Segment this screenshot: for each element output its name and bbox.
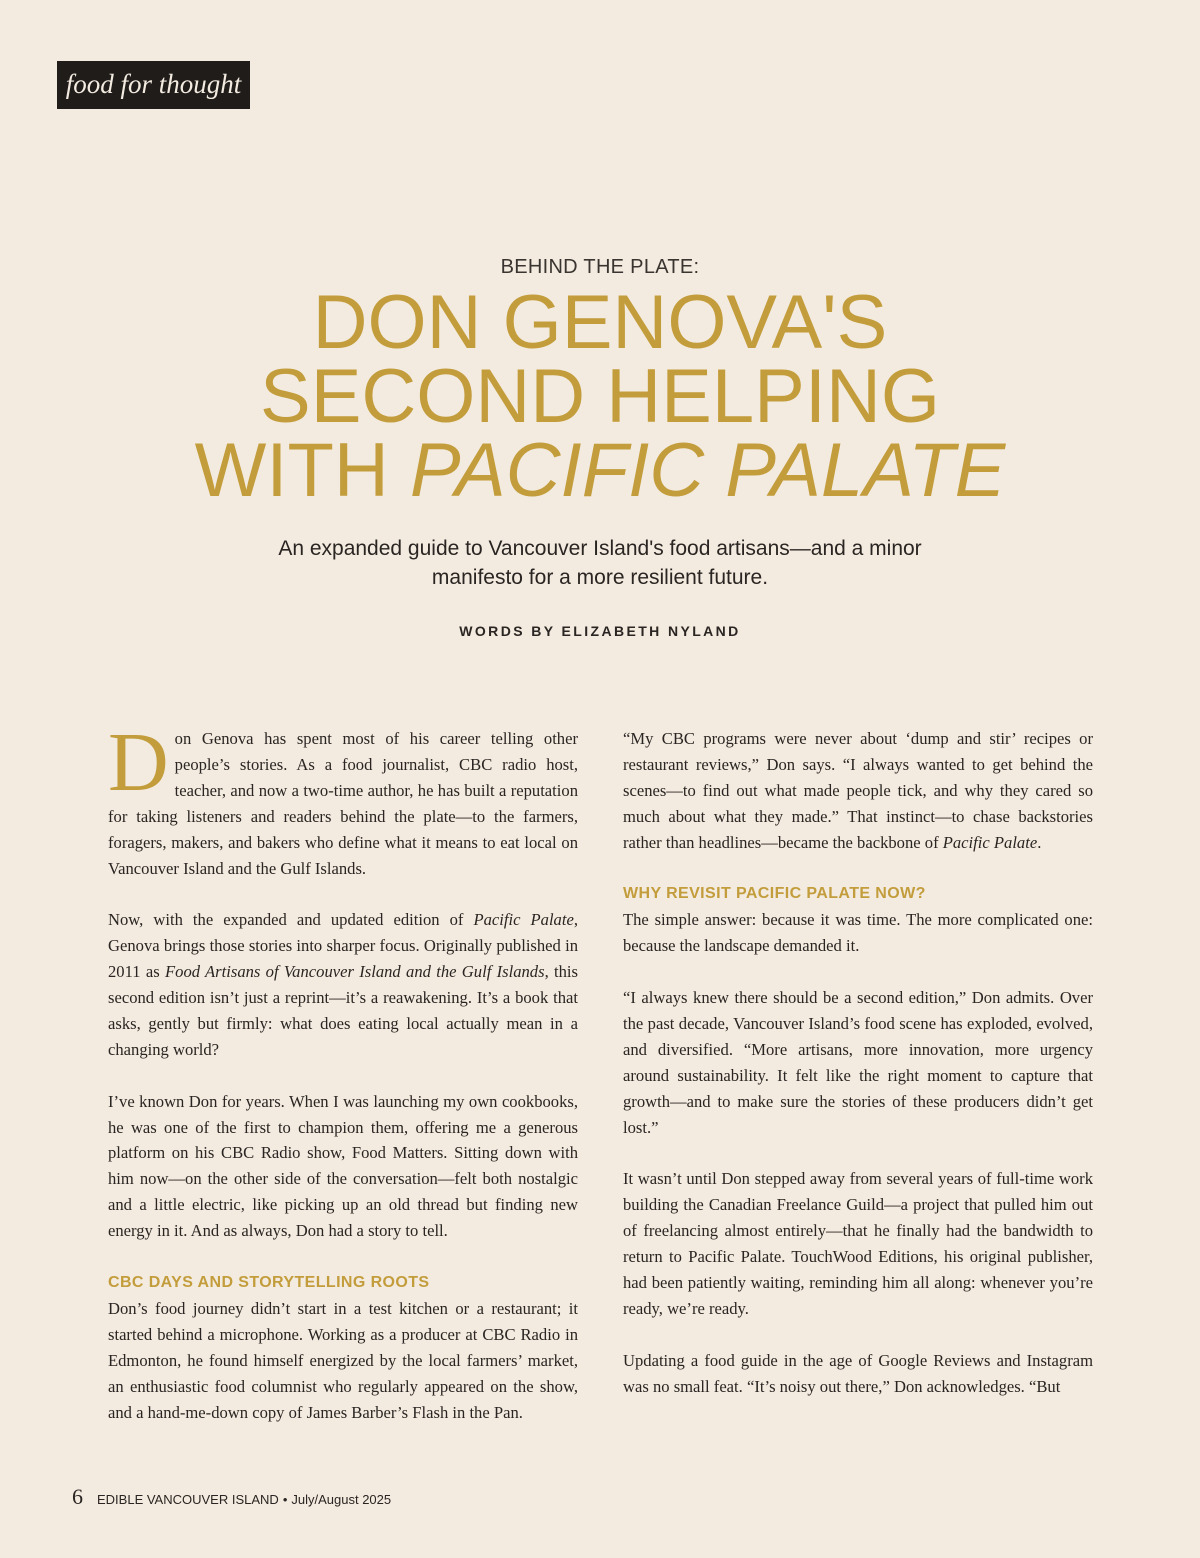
paragraph-text: , Genova brings those stories into sharper focus. Originally published in 2011 as — [108, 910, 578, 982]
paragraph — [623, 726, 1093, 856]
paragraph-text: , this second edition isn’t just a reprint—it’s a reawakening. It’s a book that asks, gently but firmly: what does eating local actually mean in a changing world? — [108, 962, 578, 1059]
paragraph: It wasn’t until Don stepped away from several years of full-time work building the Canadian Freelance Guild—a project that pulled him out of freelancing almost entirely—that he finally had the bandwidth to return to Pacific Palate. TouchWood Editions, his original publisher, had been patiently waiting, reminding him all along: whenever you’re ready, we’re ready. — [623, 1169, 1093, 1318]
paragraph: Updating a food guide in the age of Google Reviews and Instagram was no small feat. “It’s noisy out there,” Don acknowledges. “But — [623, 1350, 1093, 1396]
footer-publication — [97, 1492, 391, 1507]
publication-name: EDIBLE VANCOUVER ISLAND — [97, 1492, 279, 1507]
drop-cap: D — [108, 716, 169, 809]
headline-line-1: DON GENOVA'S — [312, 280, 888, 365]
article-deck: An expanded guide to Vancouver Island's food artisans—and a minor manifesto for a more resilient future. — [278, 537, 922, 589]
article-kicker: BEHIND THE PLATE: — [500, 256, 700, 278]
book-title: Food Artisans of Vancouver Island and the Gulf Islands — [165, 962, 545, 982]
paragraph: Don’s food journey didn’t start in a test kitchen or a restaurant; it started behind a microphone. Working as a producer at CBC Radio in Edmonton, he found himself energized by the local farmers’ market, an enthusiastic food columnist who regularly appeared on the show, and a hand-me-down copy of James Barber’s Flash in the Pan. — [108, 1298, 578, 1422]
section-tag: food for thought — [57, 61, 250, 109]
article-headline — [0, 280, 1200, 513]
article-byline: WORDS BY ELIZABETH NYLAND — [459, 623, 741, 639]
book-title: Pacific Palate — [473, 910, 574, 930]
left-column — [108, 716, 578, 1425]
footer-separator: • — [282, 1492, 288, 1507]
headline-line-3 — [0, 428, 1200, 513]
paragraph-text: “My CBC programs were never about ‘dump and stir’ recipes or restaurant reviews,” Don says. “I always wanted to get behind the scenes—to find out what made people tick, and why they cared so much about what they made.” That instinct—to chase backstories rather than headlines—became the backbone of — [623, 729, 1093, 852]
paragraph: The simple answer: because it was time. The more complicated one: because the landscape demanded it. — [623, 910, 1093, 956]
paragraph: “I always knew there should be a second edition,” Don admits. Over the past decade, Vancouver Island’s food scene has exploded, evolved, and diversified. “More artisans, more innovation, more urgency around sustainability. It felt like the right moment to capture that growth—and to make sure the stories of these producers didn’t get lost.” — [623, 988, 1093, 1137]
headline-book-title: PACIFIC PALATE — [409, 428, 1006, 513]
paragraph-text: . — [1037, 832, 1042, 852]
right-column — [623, 726, 1093, 1400]
paragraph: I’ve known Don for years. When I was launching my own cookbooks, he was one of the first to champion them, offering me a generous platform on his CBC Radio show, Food Matters. Sitting down with him now—on the other side of the conversation—felt both nostalgic and a little electric, like picking up an old thread but finding new energy in it. And as always, Don had a story to tell. — [108, 1091, 578, 1241]
issue-date: July/August 2025 — [291, 1492, 392, 1507]
paragraph-text: Now, with the expanded and updated edition of — [108, 910, 474, 930]
section-heading: CBC DAYS AND STORYTELLING ROOTS — [108, 1273, 430, 1291]
page-footer — [72, 1484, 391, 1510]
headline-line-3-prefix: WITH — [194, 428, 410, 513]
section-heading: WHY REVISIT PACIFIC PALATE NOW? — [623, 885, 926, 903]
paragraph — [108, 716, 578, 881]
headline-line-2: SECOND HELPING — [260, 354, 940, 439]
book-title: Pacific Palate — [942, 832, 1038, 852]
paragraph-text: on Genova has spent most of his career telling other people’s stories. As a food journalist, CBC radio host, teacher, and now a two-time author, he has built a reputation for taking listeners and readers behind the plate—to the farmers, foragers, makers, and bakers who define what it means to eat local on Vancouver Island and the Gulf Islands. — [108, 729, 578, 878]
paragraph — [108, 907, 578, 1062]
page-number: 6 — [72, 1484, 83, 1509]
